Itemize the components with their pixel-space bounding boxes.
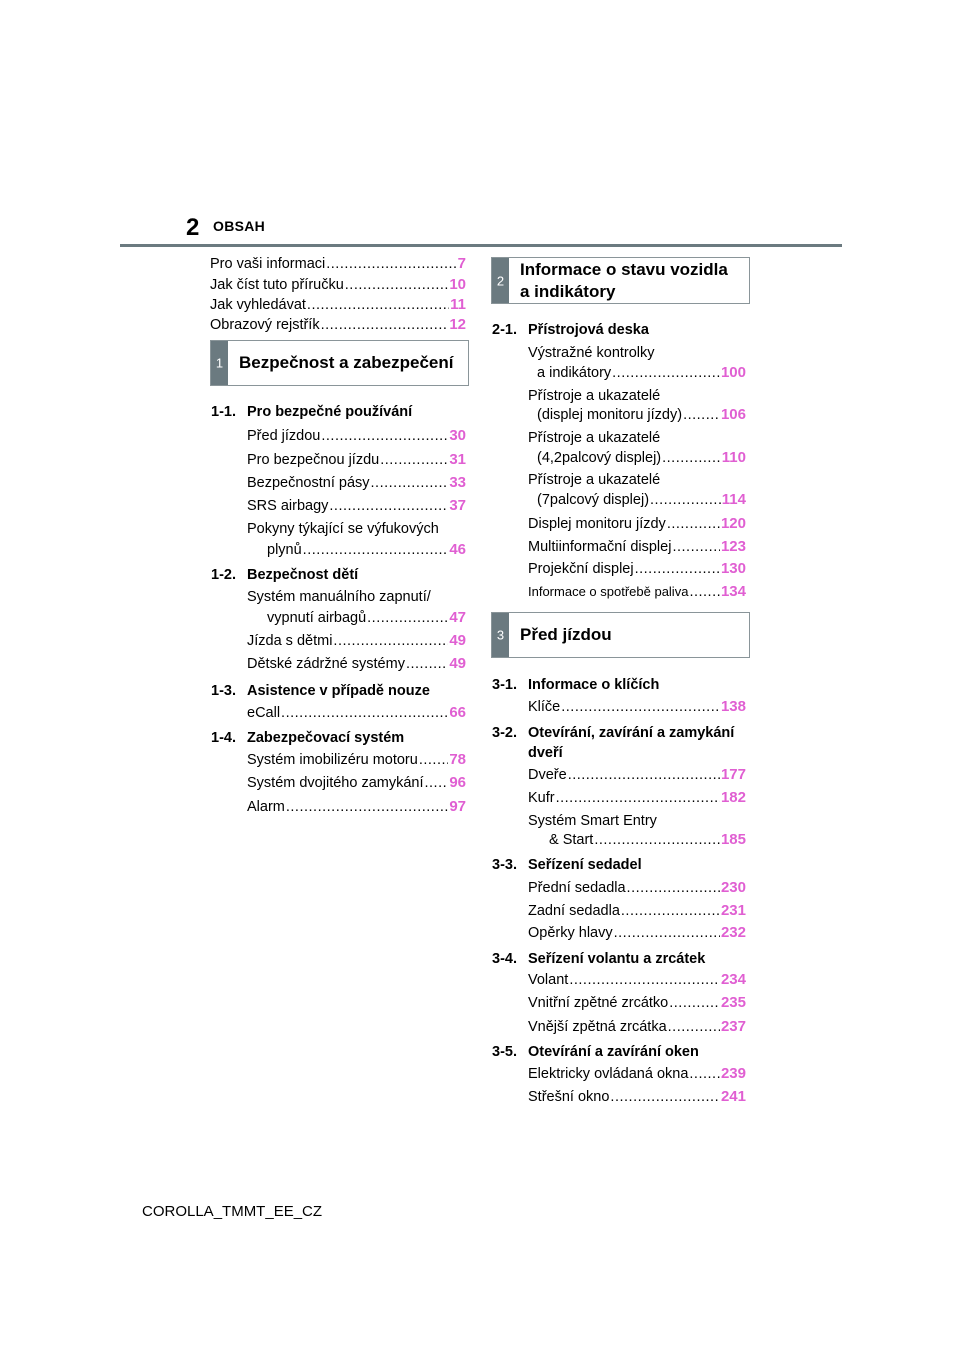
toc-entry[interactable]: Volant ..... 234 [528,971,746,989]
toc-entry-label: Pro vaši informaci [210,256,326,272]
section-heading[interactable]: 3-4. Seřízení volantu a zrcátek [492,951,706,967]
toc-entry[interactable]: eCall ..... 66 [247,704,466,722]
toc-page-link[interactable]: 106 [720,406,746,423]
toc-entry[interactable]: Střešní okno ..... 241 [528,1088,746,1106]
section-heading[interactable]: 3-1. Informace o klíčích [492,677,660,693]
toc-page-link[interactable]: 10 [449,276,466,293]
chapter-1-heading[interactable] [210,340,469,386]
toc-entry[interactable]: Vnější zpětná zrcátka ..... 237 [528,1018,746,1036]
toc-page-link[interactable]: 123 [720,538,746,555]
toc-page-link[interactable]: 114 [721,491,746,508]
toc-entry[interactable]: Alarm ..... 97 [247,798,466,816]
toc-page-link[interactable]: 234 [720,971,746,988]
toc-entry[interactable]: & Start ..... 185 [549,831,746,849]
toc-page-link[interactable]: 230 [720,879,746,896]
toc-page-link[interactable]: 46 [449,541,466,558]
section-heading[interactable]: 1-3. Asistence v případě nouze [211,683,430,699]
toc-entry[interactable]: Informace o spotřebě paliva ..... 134 [528,583,746,601]
toc-entry[interactable]: vypnutí airbagů ..... 47 [267,609,466,627]
toc-page-link[interactable]: 100 [720,364,746,381]
toc-entry[interactable]: Dveře ..... 177 [528,766,746,784]
toc-entry-label: Přístroje a ukazatelé [528,430,661,446]
chapter-2-title: Informace o stavu vozidla a indikátory [520,259,728,301]
toc-page-link[interactable]: 237 [720,1018,746,1035]
chapter-1-tab: 1 [211,341,228,385]
header-divider [120,244,842,247]
toc-entry-label: Systém manuálního zapnutí/ [247,589,431,605]
toc-page-link[interactable]: 12 [449,316,466,333]
toc-entry-label: Systém Smart Entry [528,813,657,829]
toc-entry[interactable]: (7palcový displej) ..... 114 [537,491,746,509]
toc-entry[interactable]: Elektricky ovládaná okna ..... 239 [528,1065,746,1083]
toc-entry-label: Jak číst tuto příručku [210,277,344,293]
toc-entry[interactable]: (displej monitoru jízdy) ..... 106 [537,406,746,424]
toc-page-link[interactable]: 97 [449,798,466,815]
toc-entry[interactable]: Přední sedadla ..... 230 [528,879,746,897]
section-heading[interactable]: 2-1. Přístrojová deska [492,322,649,338]
page-number: 2 [186,214,200,241]
toc-page-link[interactable]: 96 [449,774,466,791]
toc-entry[interactable]: Jízda s dětmi ..... 49 [247,632,466,650]
chapter-3-heading[interactable] [491,612,750,658]
page-title: OBSAH [213,218,266,234]
toc-page-link[interactable]: 33 [449,474,466,491]
toc-entry[interactable]: Systém imobilizéru motoru ..... 78 [247,751,466,769]
toc-entry-label: Přístroje a ukazatelé [528,388,661,404]
section-heading[interactable]: 1-4. Zabezpečovací systém [211,730,405,746]
toc-page-link[interactable]: 177 [720,766,746,783]
toc-page-link[interactable]: 66 [449,704,466,721]
section-heading-cont: dveří [528,745,563,761]
toc-page-link[interactable]: 120 [720,515,746,532]
section-heading[interactable]: 3-2. Otevírání, zavírání a zamykání [492,725,735,741]
toc-page-link[interactable]: 30 [449,427,466,444]
toc-entry[interactable]: Kufr ..... 182 [528,789,746,807]
toc-entry[interactable]: Systém dvojitého zamykání ..... 96 [247,774,466,792]
toc-page-link[interactable]: 37 [449,497,466,514]
toc-entry[interactable]: Před jízdou ..... 30 [247,427,466,445]
chapter-1-title: Bezpečnost a zabezpečení [239,353,454,372]
toc-entry-label: Pokyny týkající se výfukových [247,521,439,537]
chapter-2-tab: 2 [492,258,509,303]
toc-entry-label: Výstražné kontrolky [528,345,655,361]
toc-page-link[interactable]: 7 [457,255,466,272]
toc-entry[interactable]: SRS airbagy ..... 37 [247,497,466,515]
chapter-2-heading[interactable] [491,257,750,304]
toc-entry[interactable]: a indikátory ..... 100 [537,364,746,382]
toc-entry-label: Přístroje a ukazatelé [528,472,661,488]
toc-entry-label: Jak vyhledávat [210,297,306,313]
toc-entry[interactable]: Bezpečnostní pásy ..... 33 [247,474,466,492]
toc-page-link[interactable]: 182 [720,789,746,806]
toc-entry[interactable] [210,316,466,334]
section-heading[interactable]: 1-1. Pro bezpečné používání [211,404,413,420]
toc-page-link[interactable]: 47 [449,609,466,626]
toc-page-link[interactable]: 31 [449,451,466,468]
section-heading[interactable]: 3-3. Seřízení sedadel [492,857,642,873]
toc-entry[interactable]: Multiinformační displej ..... 123 [528,538,746,556]
toc-page-link[interactable]: 185 [720,831,746,848]
toc-page-link[interactable]: 110 [721,449,746,466]
chapter-3-title: Před jízdou [520,625,612,644]
toc-page-link[interactable]: 134 [720,583,746,600]
toc-entry-label: Obrazový rejstřík [210,317,320,333]
toc-entry[interactable]: Dětské zádržné systémy ..... 49 [247,655,466,673]
toc-page-link[interactable]: 78 [449,751,466,768]
toc-page-link[interactable]: 130 [720,560,746,577]
toc-entry[interactable]: Projekční displej ..... 130 [528,560,746,578]
toc-page-link[interactable]: 241 [720,1088,746,1105]
toc-entry[interactable] [210,276,466,294]
toc-entry[interactable]: Vnitřní zpětné zrcátko ..... 235 [528,994,746,1012]
toc-entry[interactable]: Klíče ..... 138 [528,698,746,716]
document-code: COROLLA_TMMT_EE_CZ [142,1203,323,1220]
toc-entry[interactable]: Pro bezpečnou jízdu ..... 31 [247,451,466,469]
section-heading[interactable]: 3-5. Otevírání a zavírání oken [492,1044,699,1060]
toc-entry[interactable] [210,296,466,314]
toc-page-link[interactable]: 232 [720,924,746,941]
toc-entry[interactable] [210,255,466,273]
toc-page-link[interactable]: 49 [449,632,466,649]
toc-entry[interactable]: Opěrky hlavy ..... 232 [528,924,746,942]
toc-page-link[interactable]: 11 [450,296,466,313]
toc-page-link[interactable]: 49 [449,655,466,672]
toc-page-link[interactable]: 235 [720,994,746,1011]
toc-page-link[interactable]: 138 [720,698,746,715]
section-heading[interactable]: 1-2. Bezpečnost dětí [211,567,359,583]
toc-page-link[interactable]: 231 [720,902,746,919]
toc-entry[interactable]: Displej monitoru jízdy ..... 120 [528,515,746,533]
toc-entry[interactable]: (4,2palcový displej) ..... 110 [537,449,746,467]
toc-entry[interactable]: plynů ..... 46 [267,541,466,559]
chapter-3-tab: 3 [492,613,509,657]
toc-page-link[interactable]: 239 [720,1065,746,1082]
toc-entry[interactable]: Zadní sedadla ..... 231 [528,902,746,920]
